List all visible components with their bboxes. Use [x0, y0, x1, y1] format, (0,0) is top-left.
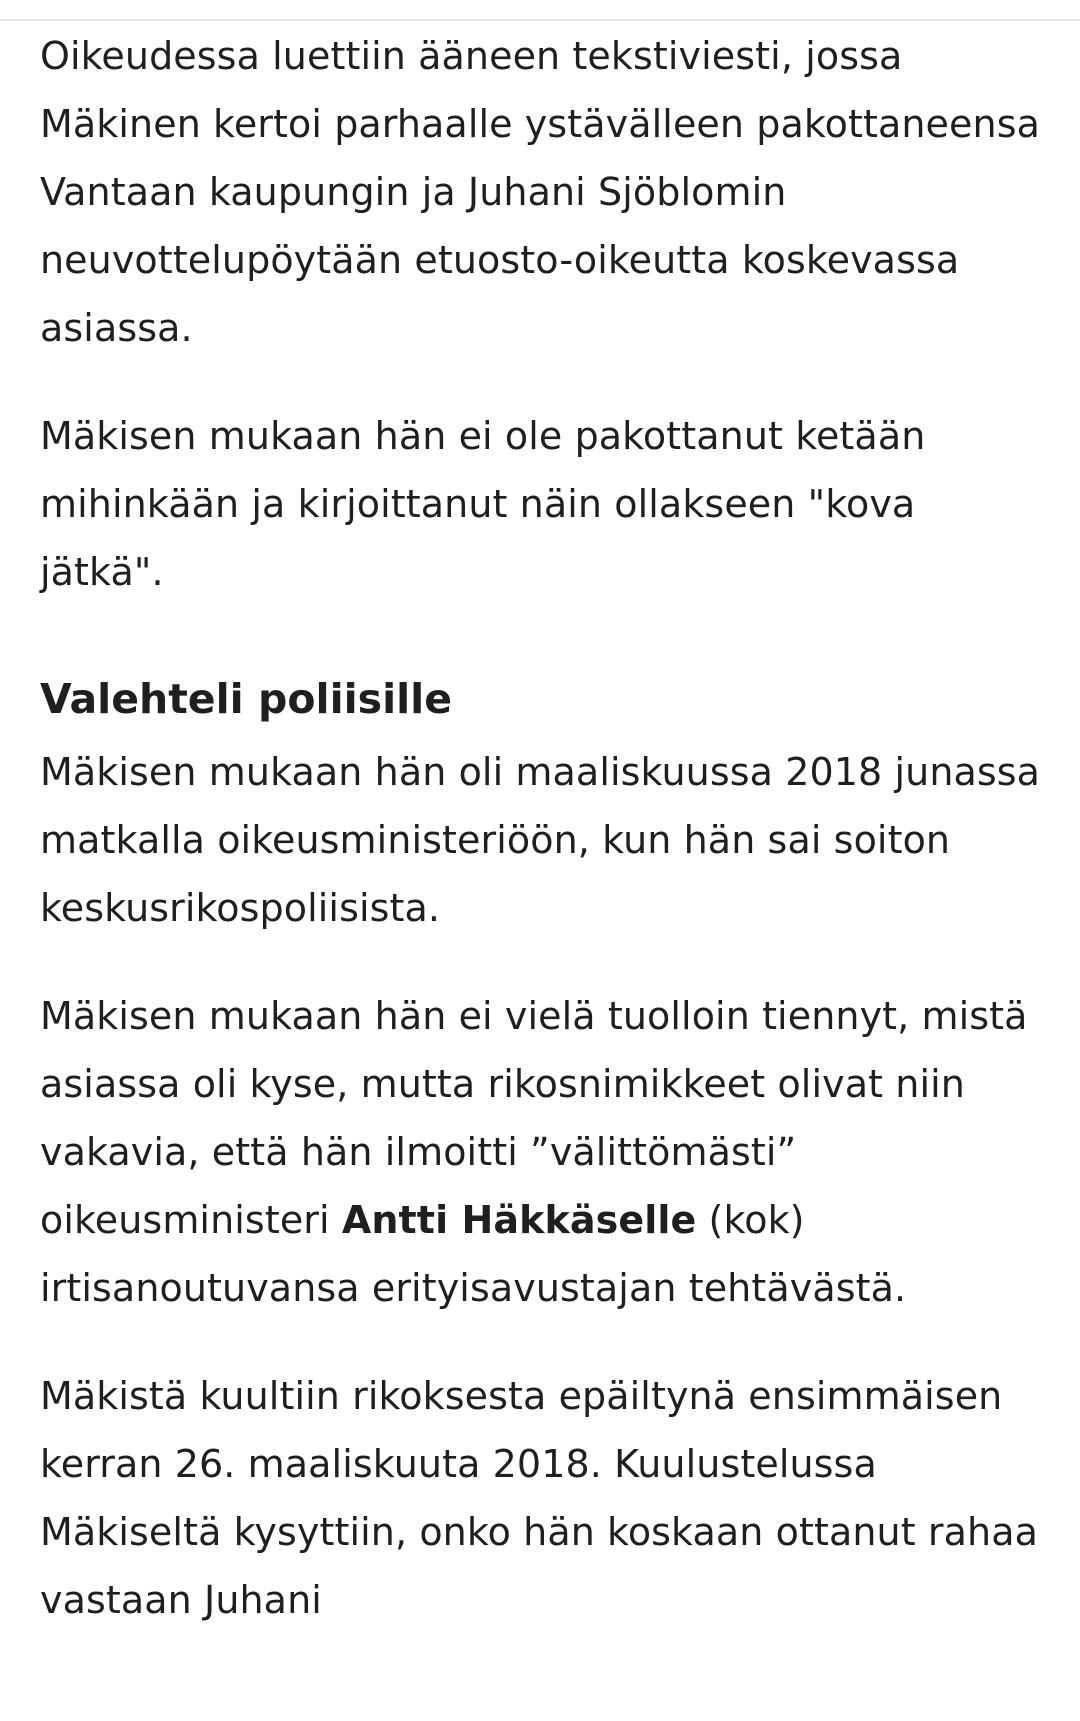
paragraph-5: Mäkistä kuultiin rikoksesta epäiltynä ensimmäisen kerran 26. maaliskuuta 2018. Kuulustelussa Mäkiseltä kysyttiin, onko hän koskaan ottanut rahaa vastaan Juhani	[40, 1374, 1038, 1622]
top-divider	[0, 19, 1080, 21]
paragraph-1: Oikeudessa luettiin ääneen tekstiviesti, jossa Mäkinen kertoi parhaalle ystävälleen pakottaneensa Vantaan kaupungin ja Juhani Sjöblomin neuvottelupöytään etuosto-oikeutta koskevassa asiassa.	[40, 34, 1040, 350]
paragraph-4-text-after: (kok) irtisanoutuvansa erityisavustajan tehtävästä.	[40, 1198, 907, 1310]
paragraph-4	[40, 982, 1050, 1322]
section-heading: Valehteli poliisille	[40, 675, 453, 723]
paragraph-3: Mäkisen mukaan hän oli maaliskuussa 2018 junassa matkalla oikeusministeriöön, kun hän sai soiton keskusrikospoliisista.	[40, 750, 1041, 930]
article-body	[40, 22, 1050, 1674]
paragraph-2: Mäkisen mukaan hän ei ole pakottanut ketään mihinkään ja kirjoittanut näin ollakseen "kova jätkä".	[40, 414, 926, 594]
paragraph-4-text-before: Mäkisen mukaan hän ei vielä tuolloin tiennyt, mistä asiassa oli kyse, mutta rikosnimikkeet olivat niin vakavia, että hän ilmoitti ”välittömästi” oikeusministeri	[40, 994, 1028, 1242]
person-name-bold: Antti Häkkäselle	[341, 1198, 697, 1242]
